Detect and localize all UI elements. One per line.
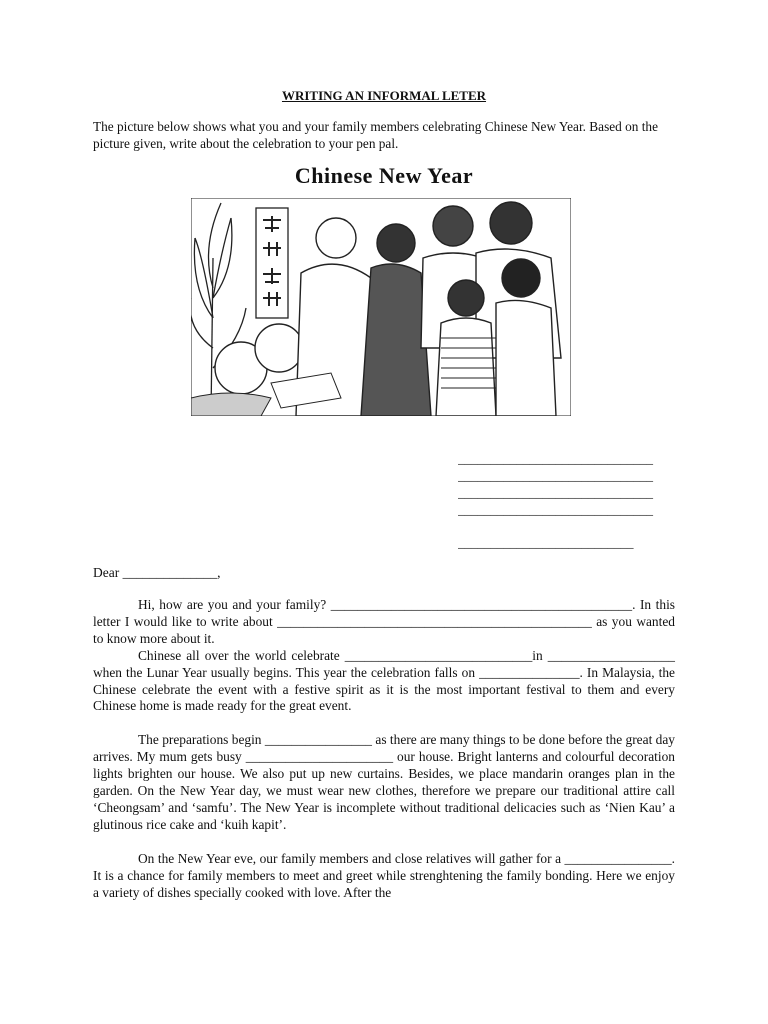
paragraph-preparations: The preparations begin ________________ as there are many things to be done before the great day arrives. My mum gets busy ______________________ our house. Bright lanterns and colourful decoration lights brighten our house. We also put up new curtains. Besides, we place mandarin oranges plan in the garden. On the New Year day, we must wear new clothes, therefore we prepare our traditional attire call ‘Cheongsam’ and ‘samfu’. The New Year is incomplete without traditional delicacies such as ‘Nien Kau’ a glutinous rice cake and ‘kuih kapit’. bbox=[93, 732, 675, 832]
worksheet-title: WRITING AN INFORMAL LETER bbox=[281, 88, 487, 103]
address-line-1: ______________________________ bbox=[458, 451, 653, 466]
family-illustration-svg bbox=[191, 198, 571, 416]
picture-heading: Chinese New Year bbox=[294, 163, 474, 188]
salutation: Dear ______________, bbox=[93, 565, 221, 580]
paragraph-greeting: Hi, how are you and your family? _____________________________________________. In this letter I would like to write about _______________________________________________ as you wanted to know more about it. bbox=[93, 597, 675, 646]
address-line-2: ______________________________ bbox=[458, 468, 653, 483]
family-celebration-illustration bbox=[191, 198, 571, 416]
paragraph-new-year-eve: On the New Year eve, our family members and close relatives will gather for a ________________. It is a chance for family members to meet and greet while strenghtening the family bonding. Here we enjoy a variety of dishes specially cooked with love. After the bbox=[93, 850, 675, 900]
address-line-date: ___________________________ bbox=[458, 535, 634, 550]
address-line-4: ______________________________ bbox=[458, 502, 653, 517]
instructions: The picture below shows what you and your family members celebrating Chinese New Year. Based on the picture given, write about the celebration to your pen pal. bbox=[93, 119, 658, 151]
letter-body bbox=[93, 597, 675, 902]
address-line-3: ______________________________ bbox=[458, 485, 653, 500]
paragraph-celebration: Chinese all over the world celebrate ____________________________in ___________________ when the Lunar Year usually begins. This year the celebration falls on _______________. In Malaysia, the Chinese celebrate the event with a festive spirit as it is the most important festival to them and every Chinese home is made ready for the great event. bbox=[93, 647, 675, 714]
